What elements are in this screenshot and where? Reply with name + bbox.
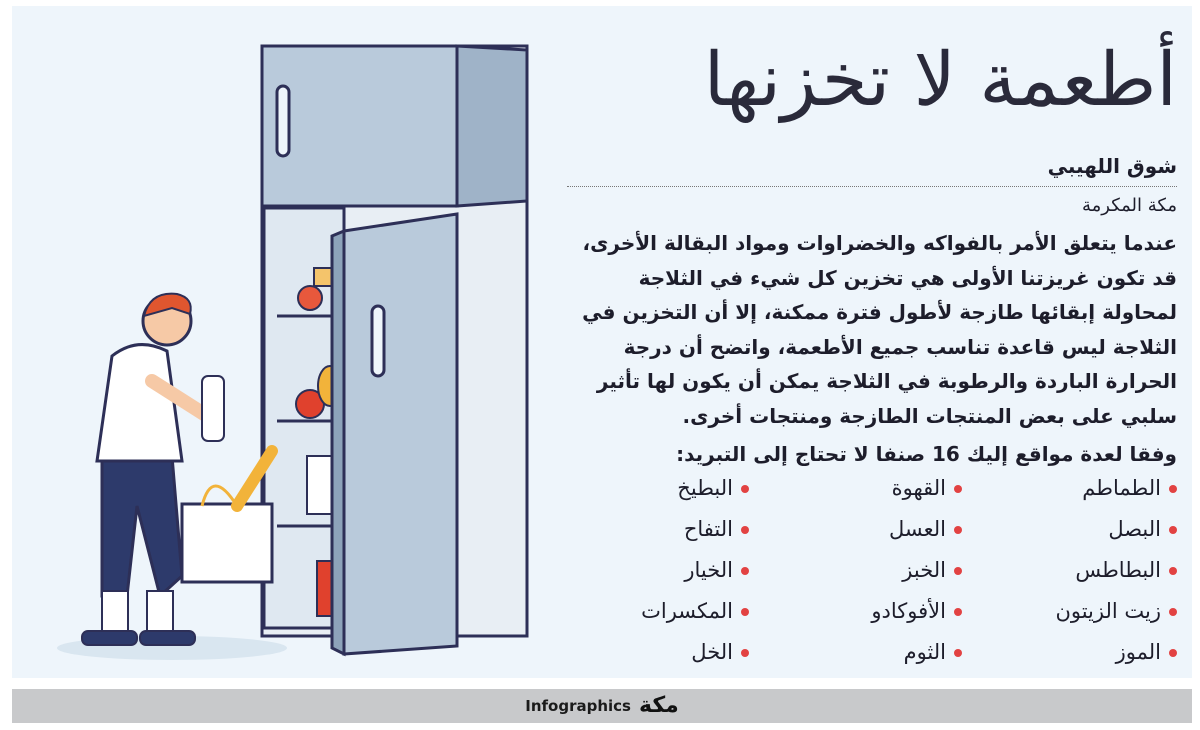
bullet-icon xyxy=(741,485,749,493)
bullet-icon xyxy=(741,649,749,657)
refrigerator-illustration xyxy=(32,36,552,676)
fridge-door-handle xyxy=(372,306,384,376)
list-item: الخل xyxy=(559,632,749,673)
footer-label: Infographics xyxy=(525,697,631,715)
freezer-door xyxy=(262,46,457,206)
footer-bar xyxy=(12,689,1192,723)
food-list-column xyxy=(772,468,962,673)
shoe xyxy=(140,631,195,645)
list-item: زيت الزيتون xyxy=(987,591,1177,632)
bottle-icon xyxy=(202,376,224,441)
food-list-column xyxy=(559,468,749,673)
fridge-door xyxy=(344,214,457,654)
bullet-icon xyxy=(954,649,962,657)
infographic-panel xyxy=(12,6,1192,678)
bullet-icon xyxy=(741,567,749,575)
list-item: العسل xyxy=(772,509,962,550)
location: مكة المكرمة xyxy=(1081,195,1177,216)
bullet-icon xyxy=(954,485,962,493)
bullet-icon xyxy=(1169,649,1177,657)
sausage-icon xyxy=(298,286,322,310)
freezer-side xyxy=(457,46,527,206)
bullet-icon xyxy=(1169,526,1177,534)
sock xyxy=(102,591,128,631)
bullet-icon xyxy=(954,608,962,616)
list-item: البطيخ xyxy=(559,468,749,509)
list-item: القهوة xyxy=(772,468,962,509)
list-item: الأفوكادو xyxy=(772,591,962,632)
bullet-icon xyxy=(1169,567,1177,575)
bullet-icon xyxy=(954,526,962,534)
man-legs xyxy=(102,456,182,596)
man-shirt xyxy=(97,345,182,461)
makkah-logo: مكة xyxy=(638,693,679,718)
sock xyxy=(147,591,173,631)
list-intro: وفقا لعدة مواقع إليك 16 صنفا لا تحتاج إلى التبريد: xyxy=(676,442,1177,466)
bullet-icon xyxy=(954,567,962,575)
food-list xyxy=(577,468,1177,678)
list-item: الطماطم xyxy=(987,468,1177,509)
article xyxy=(567,20,1177,675)
author-name: شوق اللهيبي xyxy=(567,154,1177,187)
list-item: التفاح xyxy=(559,509,749,550)
fridge-door-edge xyxy=(332,231,344,654)
list-item: البطاطس xyxy=(987,550,1177,591)
food-list-column xyxy=(987,468,1177,673)
article-body: عندما يتعلق الأمر بالفواكه والخضراوات ومواد البقالة الأخرى، قد تكون غريزتنا الأولى هي تخزين كل شيء في الثلاجة لمحاولة إبقائها طازجة لأطول فترة ممكنة، إلا أن التخزين في الثلاجة ليس قاعدة تناسب جميع الأطعمة، واتضح أن درجة الحرارة الباردة والرطوبة في الثلاجة يمكن أن يكون لها تأثير سلبي على بعض المنتجات الطازجة ومنتجات أخرى. xyxy=(582,231,1177,428)
list-item: الخيار xyxy=(559,550,749,591)
shoe xyxy=(82,631,137,645)
list-item: الثوم xyxy=(772,632,962,673)
list-item: البصل xyxy=(987,509,1177,550)
bullet-icon xyxy=(741,608,749,616)
list-item: المكسرات xyxy=(559,591,749,632)
freezer-handle xyxy=(277,86,289,156)
bullet-icon xyxy=(741,526,749,534)
list-item: الموز xyxy=(987,632,1177,673)
page-title: أطعمة لا تخزنها xyxy=(703,37,1177,123)
bullet-icon xyxy=(1169,485,1177,493)
list-item: الخبز xyxy=(772,550,962,591)
bullet-icon xyxy=(1169,608,1177,616)
grocery-bag-icon xyxy=(182,504,272,582)
